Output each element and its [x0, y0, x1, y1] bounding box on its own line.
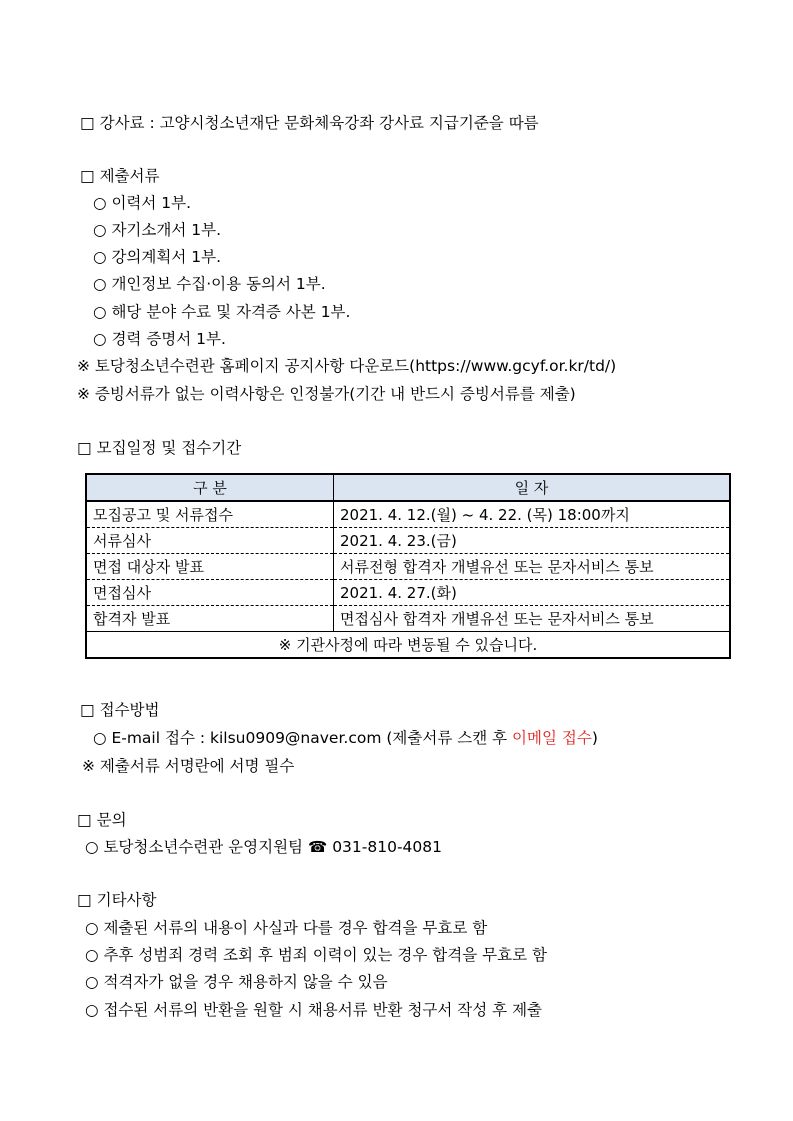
table-cell: 면접심사: [86, 580, 334, 606]
document-item: ○ 경력 증명서 1부.: [93, 330, 226, 348]
document-item: ○ 자기소개서 1부.: [93, 221, 222, 239]
checkbox-icon: □: [77, 439, 92, 457]
schedule-table: [85, 473, 731, 659]
table-cell: 모집공고 및 서류접수: [86, 501, 334, 528]
method-suffix: ): [591, 729, 598, 747]
section-title: 모집일정 및 접수기간: [96, 439, 242, 457]
checkbox-icon: □: [77, 811, 92, 829]
checkbox-icon: □: [80, 167, 95, 185]
section-title: 제출서류: [99, 167, 160, 185]
document-item: ○ 이력서 1부.: [93, 194, 192, 212]
method-highlight: 이메일 접수: [512, 729, 592, 747]
table-row: [86, 606, 730, 632]
inquiry-heading: [77, 810, 127, 830]
table-row: [86, 554, 730, 580]
method-text: ○ E-mail 접수 : kilsu0909@naver.com (제출서류 스캔 후: [93, 729, 513, 747]
fee-line: [80, 113, 539, 133]
table-cell: 2021. 4. 23.(금): [334, 528, 731, 554]
column-header: 일 자: [334, 474, 731, 501]
table-note: ※ 기관사정에 따라 변동될 수 있습니다.: [86, 632, 730, 659]
column-header: 구 분: [86, 474, 334, 501]
document-item: ○ 개인정보 수집·이용 동의서 1부.: [93, 275, 326, 293]
table-header-row: [86, 474, 730, 501]
section-title: 기타사항: [96, 891, 157, 909]
section-title: 문의: [96, 811, 127, 829]
table-cell: 서류심사: [86, 528, 334, 554]
section-title: 접수방법: [99, 701, 160, 719]
table-cell: 면접심사 합격자 개별유선 또는 문자서비스 통보: [334, 606, 731, 632]
table-cell: 2021. 4. 27.(화): [334, 580, 731, 606]
document-item: ○ 해당 분야 수료 및 자격증 사본 1부.: [93, 303, 351, 321]
checkbox-icon: □: [80, 701, 95, 719]
table-cell: 2021. 4. 12.(월) ~ 4. 22. (목) 18:00까지: [334, 501, 731, 528]
misc-item: ○ 적격자가 없을 경우 채용하지 않을 수 있음: [85, 973, 388, 991]
document-note: ※ 증빙서류가 없는 이력사항은 인정불가(기간 내 반드시 증빙서류를 제출): [77, 385, 576, 403]
misc-item: ○ 제출된 서류의 내용이 사실과 다를 경우 합격을 무효로 함: [85, 919, 488, 937]
checkbox-icon: □: [77, 891, 92, 909]
misc-heading: [77, 890, 157, 910]
application-heading: [80, 700, 160, 720]
table-cell: 면접 대상자 발표: [86, 554, 334, 580]
table-cell: 합격자 발표: [86, 606, 334, 632]
documents-heading: [80, 166, 160, 186]
table-row: [86, 501, 730, 528]
table-note-row: [86, 632, 730, 659]
application-note: ※ 제출서류 서명란에 서명 필수: [82, 757, 295, 775]
application-method: [93, 728, 598, 748]
table-cell: 서류전형 합격자 개별유선 또는 문자서비스 통보: [334, 554, 731, 580]
fee-text: 강사료 : 고양시청소년재단 문화체육강좌 강사료 지급기준을 따름: [99, 114, 539, 132]
inquiry-text: ○ 토당청소년수련관 운영지원팀 ☎ 031-810-4081: [85, 838, 442, 856]
table-row: [86, 528, 730, 554]
table-row: [86, 580, 730, 606]
misc-item: ○ 접수된 서류의 반환을 원할 시 채용서류 반환 청구서 작성 후 제출: [85, 1001, 543, 1019]
document-item: ○ 강의계획서 1부.: [93, 248, 222, 266]
document-note: ※ 토당청소년수련관 홈페이지 공지사항 다운로드(https://www.gcyf.or.kr/td/): [77, 357, 617, 375]
schedule-heading: [77, 438, 241, 458]
checkbox-icon: □: [80, 114, 95, 132]
misc-item: ○ 추후 성범죄 경력 조회 후 범죄 이력이 있는 경우 합격을 무효로 함: [85, 946, 547, 964]
